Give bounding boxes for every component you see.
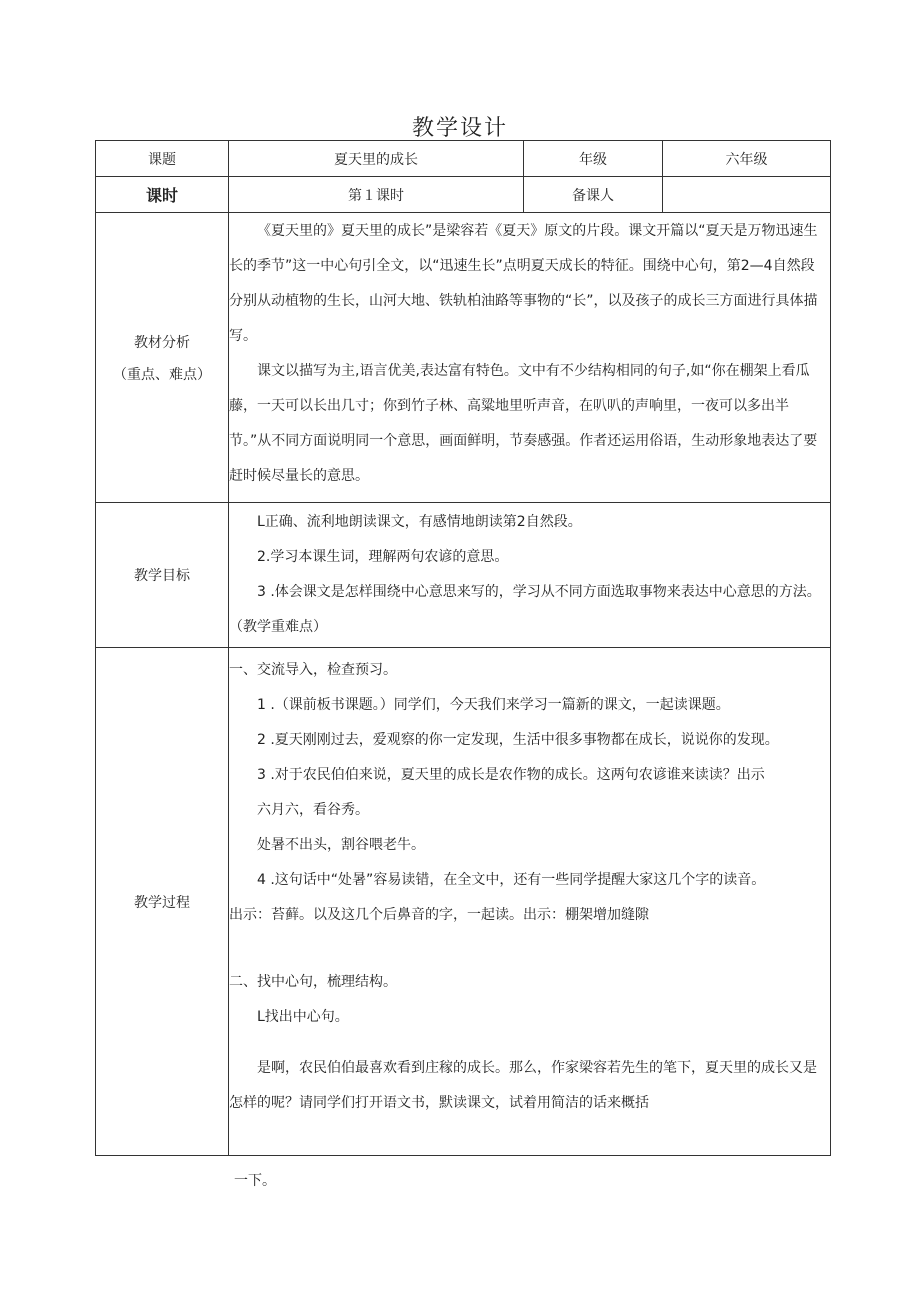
label-period: 课时 (96, 177, 229, 213)
topic-value: 夏天里的成长 (229, 141, 524, 177)
process-row (96, 648, 831, 1156)
objectives-content (229, 503, 831, 648)
process-item: 处暑不出头，割谷喂老牛。 (257, 837, 425, 853)
process-item: 4 .这句话中“处暑”容易读错，在全文中，还有一些同学提醒大家这几个字的读音。 (257, 872, 766, 888)
process-item: L找出中心句。 (257, 1009, 349, 1025)
process-section-heading: 一、交流导入，检查预习。 (229, 662, 397, 678)
process-paragraph: 是啊，农民伯伯最喜欢看到庄稼的成长。那么，作家梁容若先生的笔下，夏天里的成长又是怎样的呢？请同学们打开语文书，默读课文，试着用简洁的话来概括 (229, 1060, 817, 1111)
trailing-text: 一下。 (234, 1173, 276, 1189)
analysis-label-cell (96, 213, 229, 503)
analysis-paragraph: 《夏天里的》夏天里的成长”是梁容若《夏天》原文的片段。课文开篇以“夏天是万物迅速生长的季节”这一中心句引全文，以“迅速生长”点明夏天成长的特征。围绕中心句，第2—4自然段分别从动植物的生长，山河大地、铁轨柏油路等事物的“长”，以及孩子的成长三方面进行具体描写。 (229, 223, 818, 344)
analysis-label: 教材分析 (134, 334, 190, 351)
lesson-plan-table (95, 140, 831, 1156)
header-row-1 (96, 141, 831, 177)
analysis-row (96, 213, 831, 503)
process-section-heading: 二、找中心句，梳理结构。 (229, 974, 397, 990)
process-content (229, 648, 831, 1156)
grade-value: 六年级 (663, 141, 831, 177)
process-item: 2 .夏天刚刚过去，爱观察的你一定发现，生活中很多事物都在成长，说说你的发现。 (257, 732, 779, 748)
process-item-continued: 出示：苔藓。以及这几个后鼻音的字，一起读。出示：棚架增加缝隙 (229, 907, 649, 923)
analysis-sublabel: （重点、难点） (113, 366, 211, 383)
label-grade: 年级 (524, 141, 663, 177)
process-label: 教学过程 (96, 648, 229, 1156)
objective-item: 3 .体会课文是怎样围绕中心意思来写的，学习从不同方面选取事物来表达中心意思的方法。（教学重难点） (229, 584, 821, 635)
objectives-row (96, 503, 831, 648)
analysis-paragraph: 课文以描写为主,语言优美,表达富有特色。文中有不少结构相同的句子,如“你在棚架上看瓜藤，一天可以长出几寸；你到竹子林、高粱地里听声音，在叭叭的声响里，一夜可以多出半节。”从不同方面说明同一个意思，画面鲜明，节奏感强。作者还运用俗语，生动形象地表达了要赶时候尽量长的意思。 (229, 363, 818, 484)
analysis-content (229, 213, 831, 503)
process-item: 1 .（课前板书课题。）同学们，今天我们来学习一篇新的课文，一起读课题。 (257, 697, 730, 713)
objectives-label: 教学目标 (96, 503, 229, 648)
process-item: 六月六，看谷秀。 (257, 802, 369, 818)
doc-title: 教学设计 (411, 116, 508, 141)
preparer-value (663, 177, 831, 213)
objective-item: L正确、流利地朗读课文，有感情地朗读第2自然段。 (257, 514, 582, 530)
period-value: 第１课时 (229, 177, 524, 213)
process-item: 3 .对于农民伯伯来说，夏天里的成长是农作物的成长。这两句农谚谁来读读？出示 (257, 767, 765, 783)
objective-item: 2.学习本课生词，理解两句农谚的意思。 (257, 549, 509, 565)
label-preparer: 备课人 (524, 177, 663, 213)
header-row-2 (96, 177, 831, 213)
label-topic: 课题 (96, 141, 229, 177)
